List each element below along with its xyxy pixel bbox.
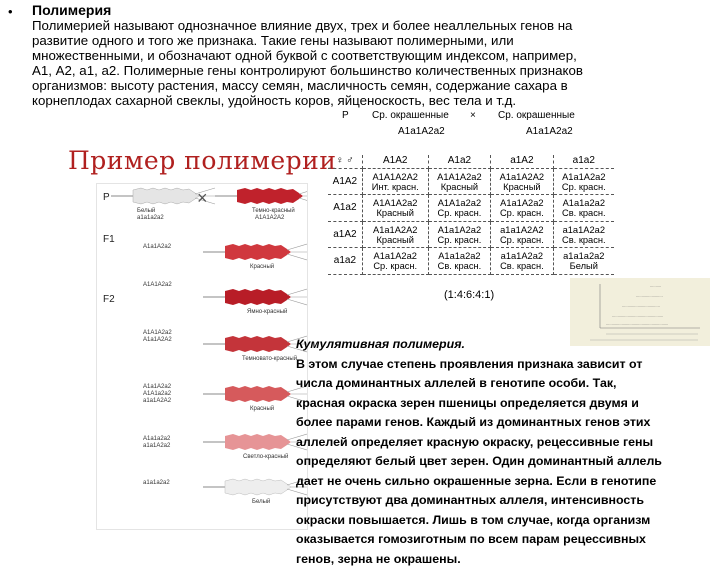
punnett-cell: a1a1a2a2 Белый bbox=[553, 248, 614, 275]
cumulative-line: оказывается гомозиготным по всем парам рецессивных bbox=[296, 530, 716, 550]
punnett-cell: A1A1A2a2 Красный bbox=[362, 195, 428, 222]
intro-line: развитие одного и того же признака. Такие гены называют полимерными, или bbox=[32, 33, 704, 48]
cumulative-line: числа доминантных аллелей в генотипе особи. Так, bbox=[296, 374, 716, 394]
punnett-cell: A1a1A2A2 Красный bbox=[362, 221, 428, 248]
cross-sign: × bbox=[470, 110, 476, 121]
col-header: a1a2 bbox=[553, 155, 614, 168]
svg-text:······························: ························································ bbox=[606, 323, 668, 327]
punnett-row bbox=[328, 168, 614, 195]
punnett-cell: A1A1A2A2 Инт. красн. bbox=[362, 168, 428, 195]
intro-line: А1, А2, а1, а2. Полимерные гены контролируют большинство количественных признаков bbox=[32, 63, 704, 78]
punnett-row bbox=[328, 248, 614, 275]
genotype-f2-5: a1a1a2a2 bbox=[143, 480, 170, 487]
cumulative-polymery-text bbox=[296, 335, 716, 569]
cumulative-line: определяют белый цвет зерен. Один доминантный аллель bbox=[296, 452, 716, 472]
label-f2-2: Темновато-красный bbox=[242, 356, 297, 363]
punnett-cell: a1a1A2A2 Ср. красн. bbox=[491, 221, 553, 248]
cumulative-line: красная окраска зерен пшеницы определяется двумя и bbox=[296, 394, 716, 414]
row-gamete: a1A2 bbox=[328, 221, 362, 248]
genotype-f2-2: A1A1A2a2 A1a1A2A2 bbox=[143, 330, 172, 344]
label-f1: Красный bbox=[250, 264, 274, 271]
punnett-cell: A1a1a2a2 Св. красн. bbox=[428, 248, 490, 275]
cumulative-line: более парами генов. Каждый из доминантных генов этих bbox=[296, 413, 716, 433]
svg-text:························: ························ bbox=[636, 295, 663, 299]
cumulative-line: генов, зерна не окрашены. bbox=[296, 550, 716, 569]
intro-line: Полимерией называют однозначное влияние двух, трех и более неаллельных генов на bbox=[32, 18, 704, 33]
cross-sign: × bbox=[197, 188, 208, 209]
label-f2-1: Ямно-красный bbox=[247, 309, 287, 316]
genotype-dark-red: A1A1A2A2 bbox=[255, 215, 284, 222]
p-label: P bbox=[342, 110, 349, 121]
wheat-spike-f2-5 bbox=[203, 479, 307, 495]
gametes-symbol: ♀ ♂ bbox=[328, 155, 362, 168]
intro-line: корнеплодах сахарной свеклы, удойность коров, яйценоскость, вес тела и т.д. bbox=[32, 93, 704, 108]
punnett-row bbox=[328, 195, 614, 222]
punnett-square bbox=[328, 155, 614, 275]
cumulative-line: окраски повышается. Лишь в том случае, когда организм bbox=[296, 511, 716, 531]
intro-paragraph bbox=[32, 18, 704, 108]
punnett-cell: A1A1A2a2 Красный bbox=[428, 168, 490, 195]
svg-text:··········: ·········· bbox=[650, 285, 661, 289]
genotype-f2-4: A1a1a2a2 a1a1A2a2 bbox=[143, 436, 170, 450]
wheat-spike-f1 bbox=[203, 244, 307, 260]
punnett-cell: a1a1A2a2 Св. красн. bbox=[491, 248, 553, 275]
punnett-cell: A1a1A2a2 Ср. красн. bbox=[553, 168, 614, 195]
parent2-desc: Ср. окрашенные bbox=[498, 110, 575, 121]
row-label-p: P bbox=[103, 192, 110, 203]
punnett-header-row bbox=[328, 155, 614, 168]
cumulative-line: аллелей определяет красную окраску, рецессивные гены bbox=[296, 433, 716, 453]
col-header: A1A2 bbox=[362, 155, 428, 168]
genotype-f1: A1a1A2a2 bbox=[143, 244, 171, 251]
punnett-cell: A1a1A2a2 Ср. красн. bbox=[428, 221, 490, 248]
label-dark-red: Темно-красный bbox=[252, 208, 295, 215]
cumulative-line: присутствуют два доминантных аллеля, интенсивность bbox=[296, 491, 716, 511]
label-f2-3: Красный bbox=[250, 406, 274, 413]
genotype-f2-3: A1a1A2a2 A1A1a2a2 a1a1A2A2 bbox=[143, 384, 171, 405]
parent2-genotype: A1a1A2a2 bbox=[526, 126, 573, 137]
wheat-spike-f2-3 bbox=[203, 386, 307, 402]
row-gamete: a1a2 bbox=[328, 248, 362, 275]
genotype-white: a1a1a2a2 bbox=[137, 215, 164, 222]
wheat-spike-f2-4 bbox=[203, 434, 307, 450]
punnett-cell: A1a1A2a2 Ср. красн. bbox=[491, 195, 553, 222]
col-header: A1a2 bbox=[428, 155, 490, 168]
genotype-f2-1: A1A1A2a2 bbox=[143, 282, 172, 289]
example-title: Пример полимерии bbox=[68, 146, 337, 175]
svg-text:······························: ·············································· bbox=[612, 315, 663, 319]
col-header: a1A2 bbox=[491, 155, 553, 168]
segregation-ratio: (1:4:6:4:1) bbox=[444, 289, 494, 301]
punnett-cell: A1a1A2a2 Ср. красн. bbox=[362, 248, 428, 275]
wheat-spike-f2-1 bbox=[203, 289, 307, 305]
label-f2-5: Белый bbox=[252, 499, 270, 506]
cumulative-line: В этом случае степень проявления признака зависит от bbox=[296, 355, 716, 375]
row-gamete: A1A2 bbox=[328, 168, 362, 195]
punnett-cell: A1a1A2A2 Красный bbox=[491, 168, 553, 195]
intro-line: множественными, и обозначают одной буквой с соответствующим индексом, например, bbox=[32, 48, 704, 63]
slide-heading: Полимерия bbox=[32, 2, 111, 18]
svg-text:······························: ·································· bbox=[622, 305, 660, 309]
label-f2-4: Светло-красный bbox=[243, 454, 288, 461]
row-label-f1: F1 bbox=[103, 234, 115, 245]
punnett-row bbox=[328, 221, 614, 248]
punnett-cell: A1A1a2a2 Ср. красн. bbox=[428, 195, 490, 222]
label-white: Белый bbox=[137, 208, 155, 215]
punnett-cell: a1a1A2a2 Св. красн. bbox=[553, 221, 614, 248]
cumulative-title: Кумулятивная полимерия. bbox=[296, 335, 716, 355]
wheat-spike-f2-2 bbox=[203, 336, 307, 352]
wheat-spike-dark-red bbox=[215, 188, 307, 204]
row-label-f2: F2 bbox=[103, 294, 115, 305]
cumulative-line: дает не очень сильно окрашенные зерна. Если в генотипе bbox=[296, 472, 716, 492]
parent1-genotype: A1a1A2a2 bbox=[398, 126, 445, 137]
intro-line: организмов: высоту растения, массу семян, масличность семян, содержание сахара в bbox=[32, 78, 704, 93]
wheat-cross-figure bbox=[96, 183, 308, 530]
row-gamete: A1a2 bbox=[328, 195, 362, 222]
parent1-desc: Ср. окрашенные bbox=[372, 110, 449, 121]
punnett-cell: A1a1a2a2 Св. красн. bbox=[553, 195, 614, 222]
bullet: • bbox=[8, 4, 13, 19]
